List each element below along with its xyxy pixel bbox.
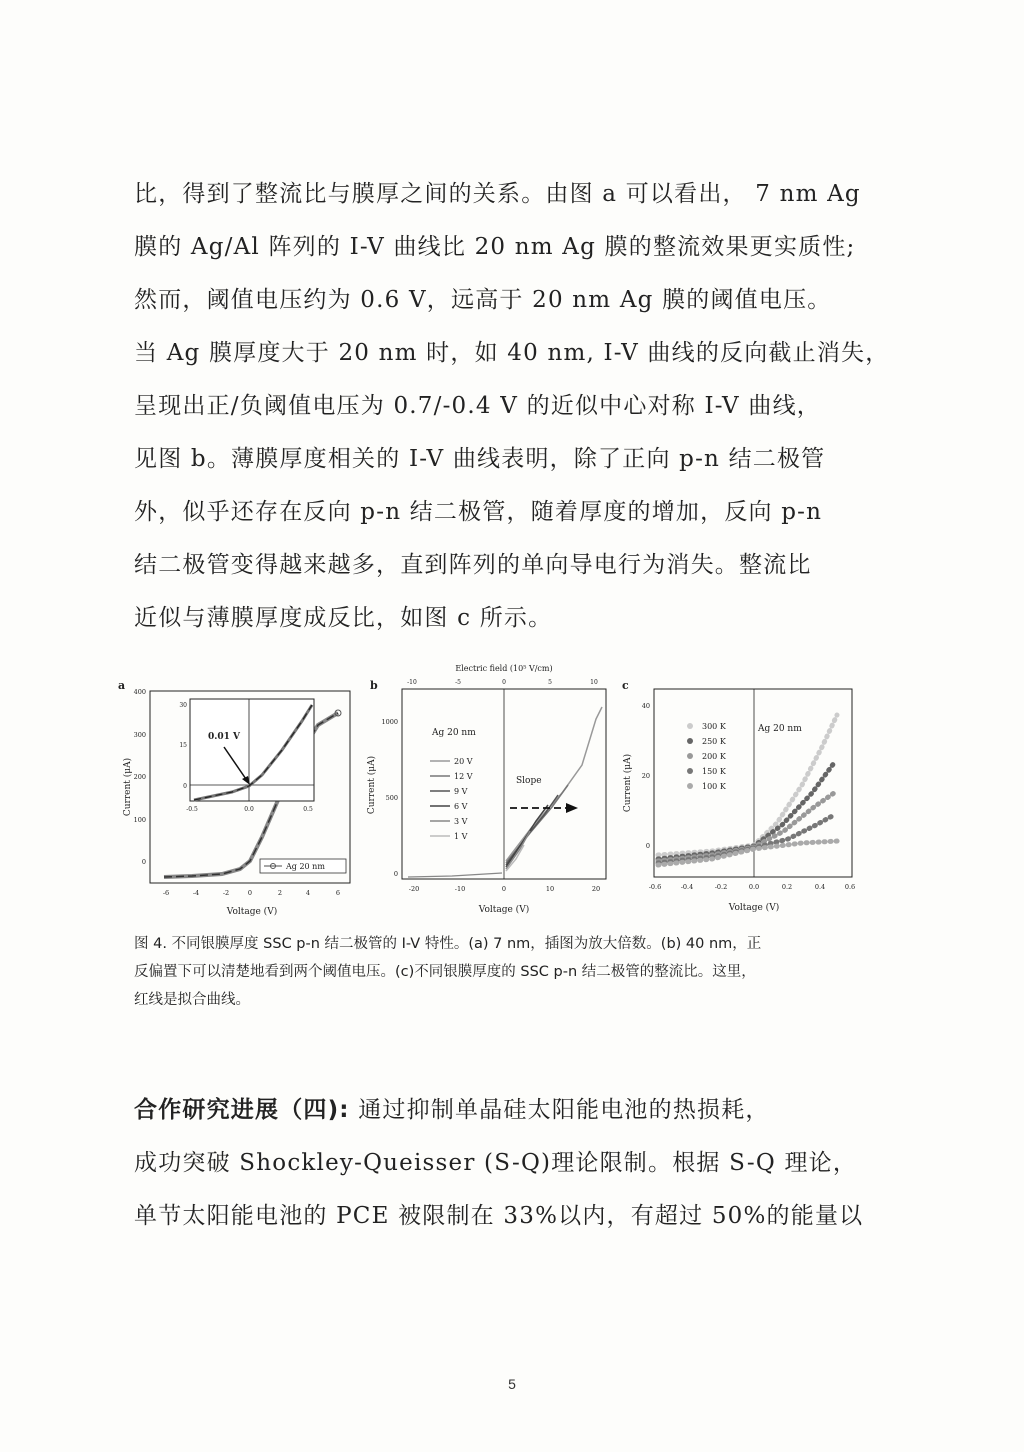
legend-label-1v: 1 V (454, 832, 468, 841)
panel-a-ytick: 100 (133, 816, 146, 824)
panel-b-ytick: 1000 (381, 718, 398, 726)
inset-frame (190, 699, 314, 801)
panel-b-top-tick: 10 (590, 679, 598, 686)
panel-c-xlabel: Voltage (V) (728, 903, 780, 913)
panel-a-xtick: 2 (277, 889, 283, 897)
panel-c-ylabel: Current (μA) (623, 753, 633, 813)
panel-b-xtick: -10 (454, 885, 466, 893)
panel-b (366, 664, 606, 915)
panel-a-xtick: -4 (192, 889, 200, 897)
text-line: 成功突破 Shockley-Queisser (S-Q)理论限制。根据 S-Q 理论， (134, 1150, 858, 1176)
page-number: 5 (508, 1376, 516, 1392)
panel-a-letter: a (118, 679, 126, 692)
text-line: 然而，阈值电压约为 0.6 V，远高于 20 nm Ag 膜的阈值电压。 (134, 287, 832, 313)
legend-label-150k: 150 K (702, 767, 726, 776)
panel-c-xtick: 0.4 (814, 883, 826, 891)
body-paragraph-2 (134, 1084, 894, 1243)
panel-c-xtick: 0.0 (748, 883, 760, 891)
panel-c-xtick: -0.4 (680, 883, 694, 891)
panel-c-xtick: -0.2 (714, 883, 728, 891)
panel-a-legend-label: Ag 20 nm (286, 862, 325, 871)
section-heading: 合作研究进展（四): (134, 1097, 350, 1123)
text-line: 当 Ag 膜厚度大于 20 nm 时，如 40 nm, I-V 曲线的反向截止消失， (134, 340, 890, 366)
legend-label-9v: 9 V (454, 787, 468, 796)
panel-a-ytick: 400 (133, 688, 146, 696)
caption-line: 反偏置下可以清楚地看到两个阈值电压。(c)不同银膜厚度的 SSC p-n 结二极管的整流比。这里， (134, 964, 756, 980)
inset-ytick: 0 (183, 783, 187, 790)
text-run: 通过抑制单晶硅太阳能电池的热损耗， (349, 1097, 770, 1123)
legend-label-300k: 300 K (702, 722, 726, 731)
panel-b-title: Ag 20 nm (432, 728, 476, 738)
inset-xtick: 0.0 (244, 806, 254, 813)
caption-line: 图 4. 不同银膜厚度 SSC p-n 结二极管的 I-V 特性。(a) 7 nm，插图为放大倍数。(b) 40 nm，正 (134, 936, 762, 952)
legend-marker-200k (687, 753, 693, 759)
panel-a-ylabel: Current (μA) (123, 757, 133, 817)
legend-label-100k: 100 K (702, 782, 726, 791)
inset-ytick: 15 (179, 742, 187, 749)
text-line: 近似与薄膜厚度成反比，如图 c 所示。 (134, 605, 553, 631)
inset-ytick: 30 (179, 702, 187, 709)
panel-a-xtick: -6 (162, 889, 170, 897)
text-line: 比，得到了整流比与膜厚之间的关系。由图 a 可以看出， 7 nm Ag (134, 181, 861, 207)
panel-b-xtick: 0 (501, 885, 507, 893)
panel-b-xtick: 20 (591, 885, 601, 893)
panel-a (118, 679, 350, 917)
panel-b-top-axis-label: Electric field (10⁵ V/cm) (455, 664, 553, 673)
text-line: 膜的 Ag/Al 阵列的 I-V 曲线比 20 nm Ag 膜的整流效果更实质性; (134, 234, 856, 260)
body-paragraph-1 (134, 168, 894, 645)
panel-a-inset (179, 699, 314, 813)
inset-xtick: -0.5 (186, 806, 198, 813)
text-line: 单节太阳能电池的 PCE 被限制在 33%以内，有超过 50%的能量以 (134, 1203, 864, 1229)
legend-label-12v: 12 V (454, 772, 473, 781)
panel-b-xlabel: Voltage (V) (478, 905, 530, 915)
panel-c-ytick: 0 (645, 842, 650, 850)
figure-4 (112, 655, 872, 925)
panel-b-top-tick: 5 (548, 679, 552, 686)
text-line: 结二极管变得越来越多，直到阵列的单向导电行为消失。整流比 (134, 552, 812, 578)
panel-c-ytick: 40 (641, 702, 650, 710)
panel-b-letter: b (370, 679, 378, 692)
legend-label-20v: 20 V (454, 757, 473, 766)
panel-c-xtick: 0.6 (844, 883, 856, 891)
panel-a-xtick: 6 (335, 889, 341, 897)
panel-c-xtick: 0.2 (781, 883, 793, 891)
legend-marker-150k (687, 768, 693, 774)
inset-xtick: 0.5 (303, 806, 313, 813)
panel-c-title: Ag 20 nm (758, 724, 802, 734)
text-line: 外，似乎还存在反向 p-n 结二极管，随着厚度的增加，反向 p-n (134, 499, 823, 525)
panel-b-top-tick: 0 (502, 679, 506, 686)
panel-a-xtick: 0 (247, 889, 253, 897)
panel-c (622, 679, 855, 913)
panel-b-xtick: -20 (408, 885, 420, 893)
legend-label-200k: 200 K (702, 752, 726, 761)
panel-a-ytick: 300 (133, 731, 146, 739)
panel-a-xtick: 4 (305, 889, 311, 897)
panel-a-ytick: 200 (133, 773, 146, 781)
panel-c-letter: c (622, 679, 629, 692)
panel-b-annotation: Slope (516, 776, 542, 786)
text-line: 呈现出正/负阈值电压为 0.7/-0.4 V 的近似中心对称 I-V 曲线， (134, 393, 821, 419)
panel-a-ytick: 0 (141, 858, 146, 866)
panel-b-top-tick: -10 (407, 679, 417, 686)
panel-b-ytick: 0 (393, 870, 398, 878)
legend-label-6v: 6 V (454, 802, 468, 811)
text-line: 见图 b。薄膜厚度相关的 I-V 曲线表明，除了正向 p-n 结二极管 (134, 446, 826, 472)
panel-b-ytick: 500 (385, 794, 398, 802)
text-line (134, 1084, 894, 1137)
caption-line: 红线是拟合曲线。 (134, 992, 250, 1008)
panel-c-ytick: 20 (641, 772, 650, 780)
panel-b-top-tick: -5 (455, 679, 461, 686)
legend-marker-100k (687, 783, 693, 789)
panel-a-xtick: -2 (222, 889, 230, 897)
panel-a-xlabel: Voltage (V) (226, 907, 278, 917)
legend-marker-300k (687, 723, 693, 729)
inset-annotation: 0.01 V (208, 732, 241, 742)
legend-marker-250k (687, 738, 693, 744)
slope-arrowhead (566, 803, 578, 813)
panel-b-ylabel: Current (μA) (367, 755, 377, 815)
legend-label-250k: 250 K (702, 737, 726, 746)
series-300k (658, 715, 837, 855)
figure-caption (134, 930, 894, 1014)
panel-b-reverse-curve (408, 873, 502, 877)
panel-b-xtick: 10 (545, 885, 555, 893)
legend-label-3v: 3 V (454, 817, 468, 826)
panel-c-xtick: -0.6 (648, 883, 662, 891)
